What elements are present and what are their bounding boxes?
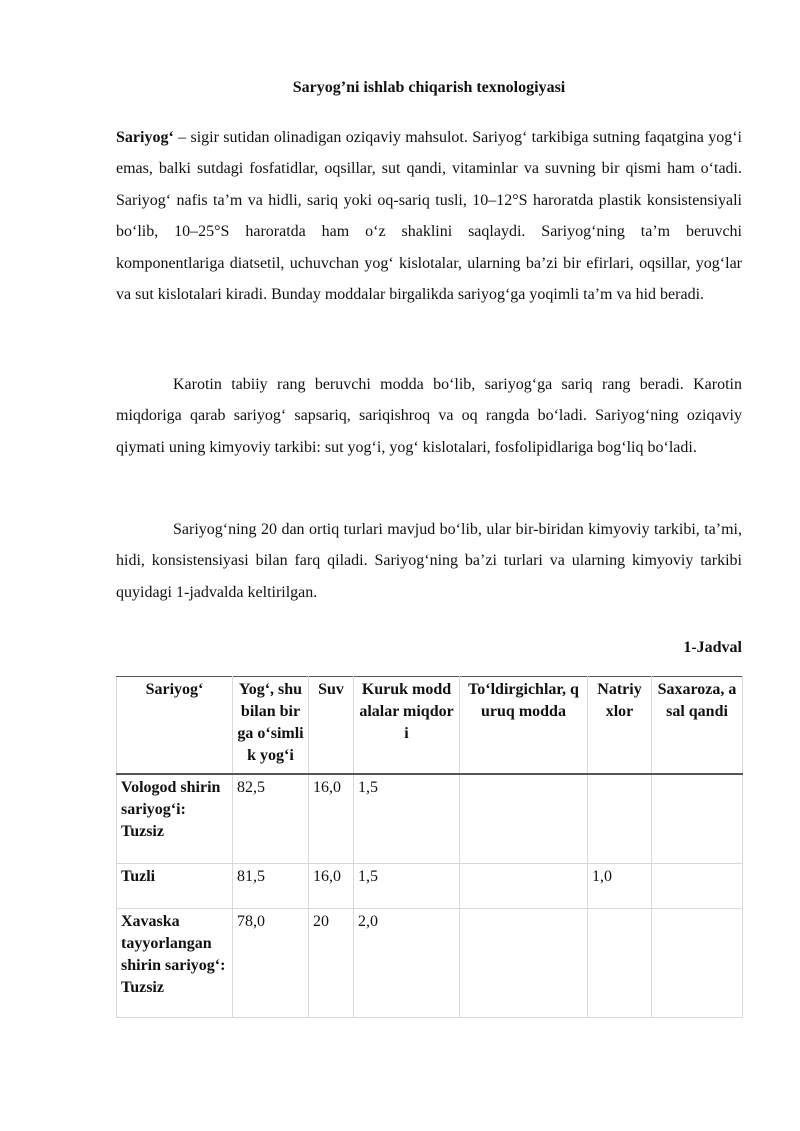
cell-saxaroza [652,774,743,864]
cell-natriy [588,774,652,864]
table-row [117,774,743,864]
header-yog: Yog‘, shu bilan birga o‘simlik yog‘i [233,677,309,775]
cell-yog: 78,0 [233,909,309,1018]
header-toldirgichlar: To‘ldirgichlar, quruq modda [460,677,588,775]
cell-name: Tuzli [117,864,233,909]
cell-saxaroza [652,864,743,909]
table-row [117,909,743,1018]
table-row [117,864,743,909]
cell-kuruk: 1,5 [354,864,460,909]
cell-yog: 81,5 [233,864,309,909]
table-caption: 1-Jadval [683,639,742,656]
cell-suv: 16,0 [309,774,354,864]
header-sariyog: Sariyog‘ [117,677,233,775]
cell-toldirgich [460,774,588,864]
cell-saxaroza [652,909,743,1018]
cell-natriy [588,909,652,1018]
cell-suv: 16,0 [309,864,354,909]
header-kuruk-moddalar: Kuruk moddalalar miqdori [354,677,460,775]
paragraph-3: Sariyog‘ning 20 dan ortiq turlari mavjud bo‘lib, ular bir-biridan kimyoviy tarkibi, ta’mi, hidi, konsistensiyasi bilan farq qiladi. Sariyog‘ning ba’zi turlari va ularning kimyoviy tarkibi quyidagi 1-jadvalda keltirilgan. [116,521,742,601]
header-natriy-xlor: Natriy xlor [588,677,652,775]
header-suv: Suv [309,677,354,775]
cell-natriy: 1,0 [588,864,652,909]
cell-name: Vologod shirin sariyog‘i: Tuzsiz [117,774,233,864]
composition-table [116,676,743,1018]
cell-kuruk: 2,0 [354,909,460,1018]
cell-suv: 20 [309,909,354,1018]
paragraph-1 [116,122,742,310]
paragraph-1-lead-term: Sariyog‘ [116,129,174,146]
cell-toldirgich [460,909,588,1018]
cell-toldirgich [460,864,588,909]
paragraph-1-text: – sigir sutidan olinadigan oziqaviy mahsulot. Sariyog‘ tarkibiga sutning faqatgina yog‘i emas, balki sutdagi fosfatidlar, oqsillar, sut qandi, vitaminlar va suvning bir qismi ham o‘tadi. Sariyog‘ nafis ta’m va hidli, sariq yoki oq-sariq tusli, 10–12°S haroratda plastik konsistensiyali bo‘lib, 10–25°S haroratda ham o‘z shaklini saqlaydi. Sariyog‘ning ta’m beruvchi komponentlariga diatsetil, uchuvchan yog‘ kislotalar, ularning ba’zi bir efirlari, oqsillar, yog‘lar va sut kislotalari kiradi. Bunday moddalar birgalikda sariyog‘ga yoqimli ta’m va hid beradi. [116,129,742,304]
document-title: Saryog’ni ishlab chiqarish texnologiyasi [292,79,566,96]
paragraph-2: Karotin tabiiy rang beruvchi modda bo‘lib, sariyog‘ga sariq rang beradi. Karotin miqdoriga qarab sariyog‘ sapsariq, sariqishroq va oq rangda bo‘ladi. Sariyog‘ning oziqaviy qiymati uning kimyoviy tarkibi: sut yog‘i, yog‘ kislotalari, fosfolipidlariga bog‘liq bo‘ladi. [116,376,742,456]
table-header-row [117,677,743,775]
cell-name: Xavaska tayyorlangan shirin sariyog‘: Tuzsiz [117,909,233,1018]
header-saxaroza: Saxaroza, asal qandi [652,677,743,775]
cell-kuruk: 1,5 [354,774,460,864]
cell-yog: 82,5 [233,774,309,864]
